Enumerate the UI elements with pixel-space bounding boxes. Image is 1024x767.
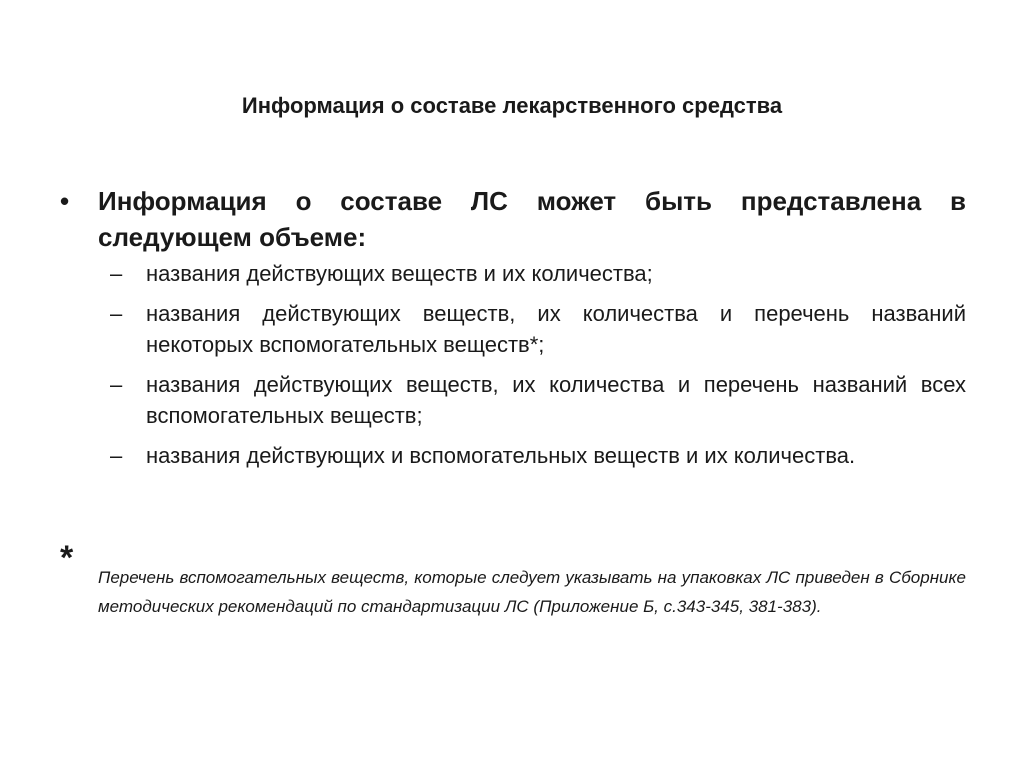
list-item-text: названия действующих веществ и их количества; <box>146 261 653 286</box>
footnote-asterisk: * <box>60 539 74 577</box>
sub-list <box>110 258 966 480</box>
dash-marker: – <box>110 261 123 286</box>
list-item <box>110 298 966 360</box>
main-bullet-text: Информация о составе ЛС может быть представлена в следующем объеме: <box>98 186 966 252</box>
dash-marker: – <box>110 372 123 397</box>
main-bullet <box>60 183 966 255</box>
list-item-text: названия действующих веществ, их количества и перечень названий некоторых вспомогательных веществ*; <box>146 301 966 357</box>
list-item <box>110 258 966 289</box>
dash-marker: – <box>110 301 123 326</box>
slide-title: Информация о составе лекарственного средства <box>241 93 783 118</box>
footnote-text: Перечень вспомогательных веществ, которые следует указывать на упаковках ЛС приведен в Сборнике методических рекомендаций по стандартизации ЛС (Приложение Б, с.343-345, 381-383). <box>98 568 966 616</box>
bullet-marker: • <box>60 186 70 216</box>
list-item <box>110 369 966 431</box>
dash-marker: – <box>110 443 123 468</box>
list-item-text: названия действующих и вспомогательных веществ и их количества. <box>146 443 856 468</box>
list-item-text: названия действующих веществ, их количества и перечень названий всех вспомогательных веществ; <box>146 372 966 428</box>
list-item <box>110 440 966 471</box>
